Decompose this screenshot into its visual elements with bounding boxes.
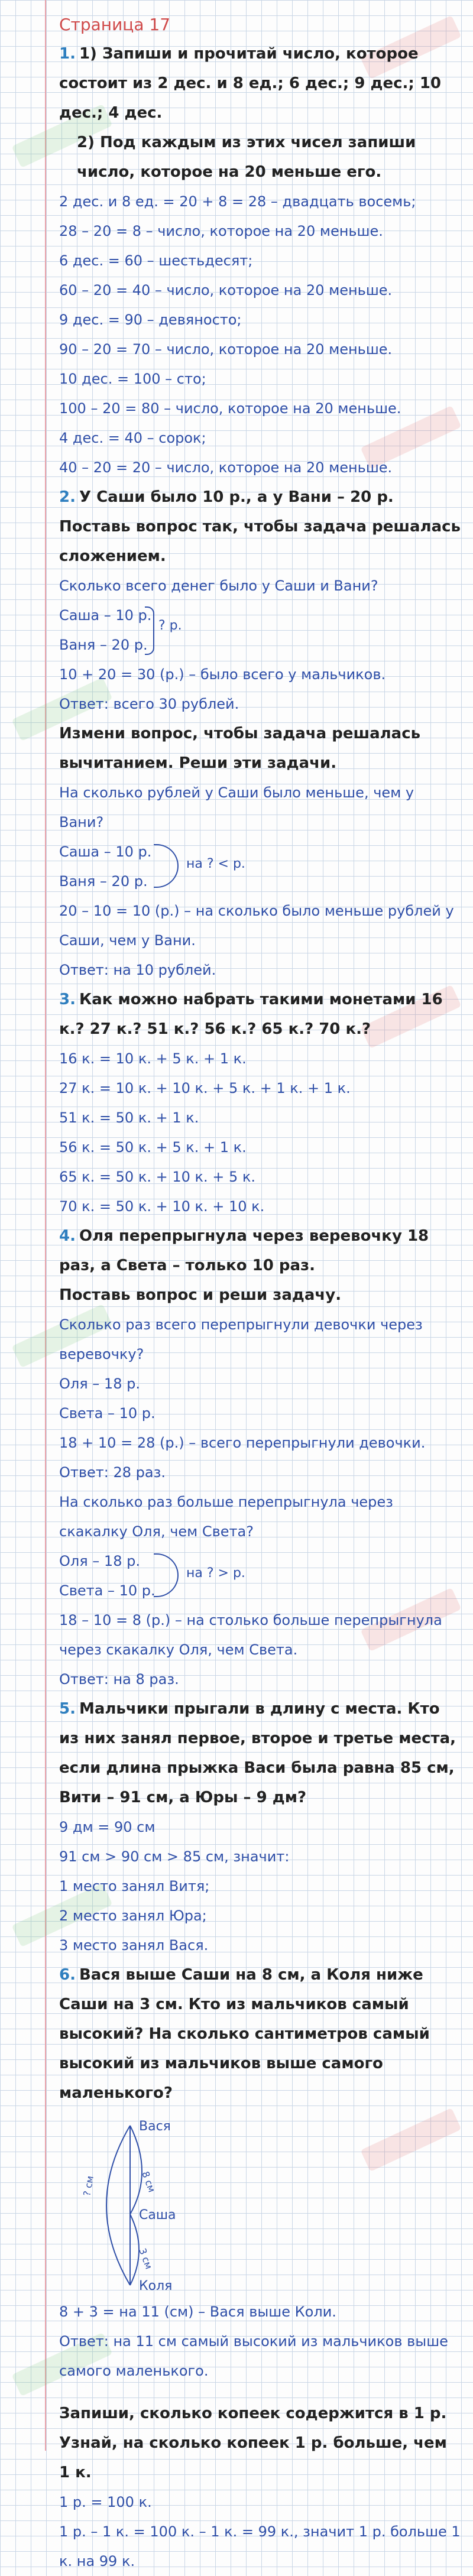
diagram-name: Коля — [139, 2279, 173, 2293]
task-1-text — [59, 39, 461, 128]
task-4-text — [59, 1221, 461, 1280]
answer-line: Ответ: всего 30 рублей. — [59, 696, 239, 712]
compare-diagram — [59, 1546, 461, 1605]
solution-line: 8 + 3 = на 11 (см) – Вася выше Коли. — [59, 2304, 336, 2320]
answer-line: Ответ: на 11 см самый высокий из мальчиков выше самого маленького. — [59, 2333, 448, 2379]
task-line: Вася выше Саши на 8 см, а Коля ниже Саши на 3 см. Кто из мальчиков самый высокий? На сколько сантиметров самый высокий из мальчиков выше самого маленького? — [59, 1966, 430, 2102]
diagram-name: Саша — [139, 2208, 176, 2223]
solution-line: 18 – 10 = 8 (р.) – на столько больше перепрыгнула через скакалку Оля, чем Света. — [59, 1612, 442, 1658]
height-diagram — [59, 2108, 461, 2297]
task-number: 2. — [59, 488, 76, 506]
solution-line: 27 к. = 10 к. + 10 к. + 5 к. + 1 к. + 1 к. — [59, 1080, 351, 1096]
diagram-label: ? см — [81, 2175, 96, 2197]
notebook-page — [59, 0, 461, 2576]
solution-line: 40 – 20 = 20 – число, которое на 20 меньше. — [59, 459, 393, 476]
question-line: Сколько всего денег было у Саши и Вани? — [59, 578, 378, 594]
solution-line: 2 дес. и 8 ед. = 20 + 8 = 28 – двадцать восемь; — [59, 193, 416, 210]
brace-shape — [145, 606, 154, 655]
task-line: Как можно набрать такими монетами 16 к.? 27 к.? 51 к.? 56 к.? 65 к.? 70 к.? — [59, 991, 443, 1038]
solution-line: 91 см > 90 см > 85 см, значит: — [59, 1848, 290, 1865]
task-5-text — [59, 1694, 461, 1812]
task-line: Оля перепрыгнула через веревочку 18 раз, а Света – только 10 раз. — [59, 1227, 429, 1274]
task-number: 6. — [59, 1966, 76, 1984]
question-line: Сколько раз всего перепрыгнули девочки через веревочку? — [59, 1316, 423, 1362]
data-row: Ваня – 20 р. — [59, 637, 148, 653]
task-1-text-2: 2) Под каждым из этих чисел запиши число, которое на 20 меньше его. — [77, 134, 416, 181]
solution-line: 90 – 20 = 70 – число, которое на 20 меньше. — [59, 341, 393, 358]
solution-line: 70 к. = 50 к. + 10 к. + 10 к. — [59, 1198, 265, 1215]
answer-line: Ответ: на 8 раз. — [59, 1671, 179, 1688]
solution-line: 4 дес. = 40 – сорок; — [59, 430, 206, 446]
question-line: На сколько раз больше перепрыгнула через скакалку Оля, чем Света? — [59, 1494, 393, 1540]
solution-line: 9 дес. = 90 – девяносто; — [59, 312, 242, 328]
task-4-subtask: Поставь вопрос и реши задачу. — [59, 1286, 342, 1304]
solution-line: 1 р. – 1 к. = 100 к. – 1 к. = 99 к., значит 1 р. больше 1 к. на 99 к. — [59, 2523, 461, 2569]
solution-line: 18 + 10 = 28 (р.) – всего перепрыгнули девочки. — [59, 1435, 426, 1451]
data-row: Саша – 10 р. — [59, 843, 152, 860]
diagram-name: Вася — [139, 2119, 171, 2134]
question-label: ? р. — [158, 618, 182, 633]
arc-arrow — [106, 2126, 130, 2285]
height-diagram-svg — [59, 2108, 237, 2297]
task-number: 4. — [59, 1227, 76, 1245]
solution-line: 65 к. = 50 к. + 10 к. + 5 к. — [59, 1169, 256, 1185]
solution-line: 28 – 20 = 8 – число, которое на 20 меньше. — [59, 223, 383, 239]
margin-line — [45, 0, 46, 2451]
solution-line: 6 дес. = 60 – шестьдесят; — [59, 252, 253, 269]
arc-arrow — [130, 2126, 142, 2214]
task-3-text — [59, 985, 461, 1044]
task-number: 3. — [59, 991, 76, 1008]
task-line: Мальчики прыгали в длину с места. Кто из них занял первое, второе и третье места, если длина прыжка Васи была равна 85 см, Вити – 91 см, а Юры – 9 дм? — [59, 1700, 456, 1806]
task-number: 1. — [59, 45, 76, 63]
extra-task-1: Запиши, сколько копеек содержится в 1 р. — [59, 2405, 447, 2422]
solution-line: 10 + 20 = 30 (р.) – было всего у мальчиков. — [59, 666, 386, 683]
solution-line: 9 дм = 90 см — [59, 1819, 155, 1835]
diagram-label: 3 см — [137, 2246, 155, 2271]
solution-line: 1 р. = 100 к. — [59, 2494, 152, 2510]
data-row: Света – 10 р. — [59, 1405, 155, 1422]
brace-diagram — [59, 601, 461, 660]
data-row: Оля – 18 р. — [59, 1375, 140, 1392]
solution-line: 3 место занял Вася. — [59, 1937, 209, 1954]
page-title: Страница 17 — [59, 15, 171, 34]
diagram-label: 8 см — [140, 2169, 158, 2194]
question-label: на ? > р. — [186, 1566, 245, 1581]
solution-line: 100 – 20 = 80 – число, которое на 20 меньше. — [59, 400, 401, 417]
question-label: на ? < р. — [186, 856, 245, 871]
data-row: Оля – 18 р. — [59, 1553, 140, 1569]
data-row: Саша – 10 р. — [59, 607, 152, 624]
task-2-subtask: Измени вопрос, чтобы задача решалась вычитанием. Реши эти задачи. — [59, 725, 421, 772]
solution-line: 2 место занял Юра; — [59, 1907, 207, 1924]
solution-line: 16 к. = 10 к. + 5 к. + 1 к. — [59, 1050, 247, 1067]
data-row: Ваня – 20 р. — [59, 873, 148, 890]
section-gap — [59, 2386, 461, 2399]
task-6-text — [59, 1960, 461, 2108]
answer-line: Ответ: 28 раз. — [59, 1464, 166, 1481]
solution-line: 60 – 20 = 40 – число, которое на 20 меньше. — [59, 282, 393, 299]
task-line: 1) Запиши и прочитай число, которое состоит из 2 дес. и 8 ед.; 6 дес.; 9 дес.; 10 дес.; 4 дес. — [59, 45, 442, 122]
question-line: На сколько рублей у Саши было меньше, чем у Вани? — [59, 784, 414, 830]
data-row: Света – 10 р. — [59, 1582, 155, 1599]
solution-line: 1 место занял Витя; — [59, 1878, 210, 1894]
task-line: У Саши было 10 р., а у Вани – 20 р. Поставь вопрос так, чтобы задача решалась сложением. — [59, 488, 461, 565]
solution-line: 56 к. = 50 к. + 5 к. + 1 к. — [59, 1139, 247, 1156]
solution-line: 51 к. = 50 к. + 1 к. — [59, 1109, 199, 1126]
extra-task-2: Узнай, на сколько копеек 1 р. больше, чем 1 к. — [59, 2434, 447, 2481]
solution-line: 20 – 10 = 10 (р.) – на сколько было меньше рублей у Саши, чем у Вани. — [59, 903, 454, 949]
solution-line: 10 дес. = 100 – сто; — [59, 371, 206, 387]
compare-diagram — [59, 837, 461, 896]
task-number: 5. — [59, 1700, 76, 1718]
task-2-text — [59, 482, 461, 571]
answer-line: Ответ: на 10 рублей. — [59, 962, 216, 978]
